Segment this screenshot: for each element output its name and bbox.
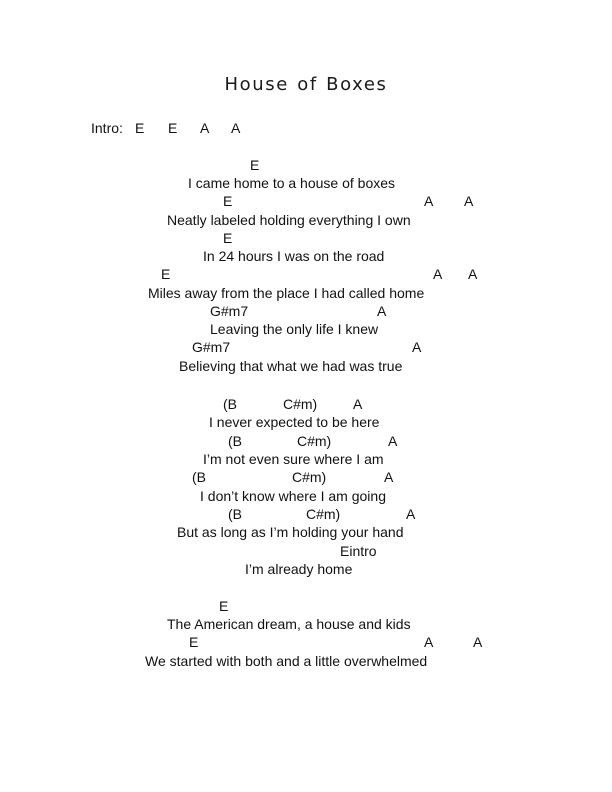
chord: A	[424, 634, 434, 650]
lyric-line: The American dream, a house and kids	[167, 616, 411, 632]
chord: (B	[228, 506, 242, 522]
chord: A	[406, 506, 416, 522]
chord: E	[223, 230, 233, 246]
lyric-line: Miles away from the place I had called home	[148, 285, 425, 301]
chord: A	[377, 303, 387, 319]
chord: C#m)	[283, 396, 318, 412]
intro-chord: E	[135, 120, 145, 136]
lyric-line: I’m not even sure where I am	[203, 451, 384, 467]
chord: A	[464, 193, 474, 209]
chord: E	[161, 266, 171, 282]
chord: A	[353, 396, 363, 412]
lyric-line: We started with both and a little overwhelmed	[145, 653, 428, 669]
intro-chord: A	[231, 120, 241, 136]
chord: Eintro	[340, 543, 377, 559]
chord: C#m)	[292, 469, 327, 485]
song-title: House of Boxes	[224, 74, 388, 95]
lyric-line: I never expected to be here	[209, 414, 380, 430]
intro-chord: A	[200, 120, 210, 136]
chord: A	[473, 634, 483, 650]
chord: A	[433, 266, 443, 282]
lyric-line: Neatly labeled holding everything I own	[167, 212, 411, 228]
chord: G#m7	[192, 339, 231, 355]
chord: G#m7	[210, 303, 249, 319]
lyric-line: I came home to a house of boxes	[188, 175, 396, 191]
intro-label: Intro:	[91, 120, 123, 136]
lyric-line: Leaving the only life I knew	[210, 321, 379, 337]
chord: (B	[192, 469, 206, 485]
lyric-line: In 24 hours I was on the road	[203, 248, 385, 264]
chord: E	[189, 634, 199, 650]
chord: A	[424, 193, 434, 209]
lyric-line: I’m already home	[245, 561, 353, 577]
lyric-line: Believing that what we had was true	[179, 358, 403, 374]
chord: (B	[223, 396, 237, 412]
chord: A	[468, 266, 478, 282]
chord: A	[412, 339, 422, 355]
chord: C#m)	[306, 506, 341, 522]
chord: C#m)	[297, 433, 332, 449]
chord: E	[219, 598, 229, 614]
chord: A	[384, 469, 394, 485]
chord: E	[223, 193, 233, 209]
chord: (B	[228, 433, 242, 449]
chord: A	[388, 433, 398, 449]
chord: E	[250, 157, 260, 173]
lyric-line: I don’t know where I am going	[200, 488, 386, 504]
intro-chord: E	[168, 120, 178, 136]
lyric-line: But as long as I’m holding your hand	[177, 524, 404, 540]
